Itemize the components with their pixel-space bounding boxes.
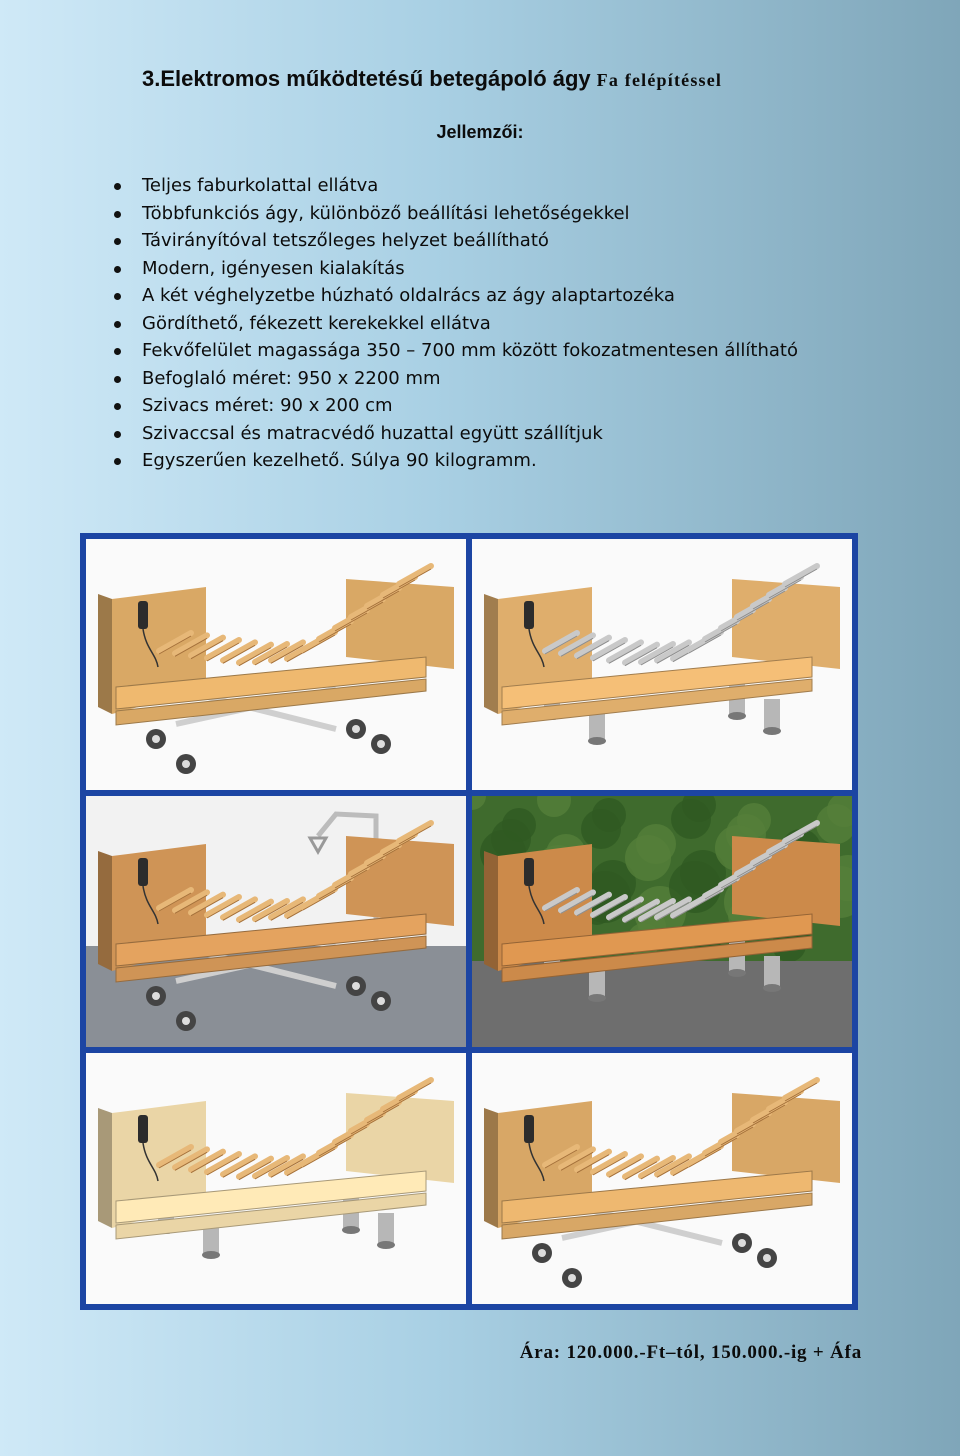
feature-item: A két véghelyzetbe húzható oldalrács az ágy alaptartozéka — [108, 282, 868, 310]
caster-hub — [352, 982, 360, 990]
title-main: 3.Elektromos működtetésű betegápoló ágy — [142, 66, 591, 91]
caster-hub — [152, 735, 160, 743]
remote-control — [524, 1115, 534, 1143]
feature-item: Többfunkciós ágy, különböző beállítási lehetőségekkel — [108, 200, 868, 228]
feature-item: Távirányítóval tetszőleges helyzet beállítható — [108, 227, 868, 255]
bed-photo-2 — [472, 539, 852, 790]
foot-panel — [346, 579, 454, 669]
foot-panel — [732, 1093, 840, 1183]
feature-item: Szivacs méret: 90 x 200 cm — [108, 392, 868, 420]
leg-foot — [588, 737, 606, 745]
bed-photo-5 — [86, 1053, 466, 1304]
leg-foot — [728, 712, 746, 720]
foot-panel — [346, 1093, 454, 1183]
feature-item: Befoglaló méret: 950 x 2200 mm — [108, 365, 868, 393]
remote-control — [138, 858, 148, 886]
foot-panel — [346, 836, 454, 926]
foliage-patch — [671, 799, 711, 839]
foot-panel — [732, 579, 840, 669]
caster-hub — [182, 1017, 190, 1025]
head-panel — [484, 594, 498, 714]
leg-foot — [763, 727, 781, 735]
page-title — [142, 66, 722, 92]
title-sub: Fa felépítéssel — [596, 70, 723, 90]
feature-item: Teljes faburkolattal ellátva — [108, 172, 868, 200]
leg-foot — [763, 984, 781, 992]
remote-control — [524, 858, 534, 886]
head-panel — [98, 851, 112, 971]
caster-hub — [568, 1274, 576, 1282]
price-text: Ára: 120.000.-Ft–tól, 150.000.-ig + Áfa — [519, 1342, 862, 1363]
leg-foot — [377, 1241, 395, 1249]
foliage-patch — [625, 835, 671, 881]
caster-hub — [182, 760, 190, 768]
bed-leg — [378, 1213, 394, 1245]
foot-panel — [732, 836, 840, 926]
caster-hub — [352, 725, 360, 733]
caster-hub — [152, 992, 160, 1000]
feature-list — [108, 172, 868, 475]
bed-photo-1 — [86, 539, 466, 790]
head-panel — [98, 594, 112, 714]
head-panel — [98, 1108, 112, 1228]
head-panel — [484, 851, 498, 971]
feature-item: Gördíthető, fékezett kerekekkel ellátva — [108, 310, 868, 338]
caster-hub — [377, 997, 385, 1005]
head-panel — [484, 1108, 498, 1228]
leg-foot — [342, 1226, 360, 1234]
bed-leg — [764, 699, 780, 731]
features-heading: Jellemzői: — [436, 122, 524, 142]
caster-hub — [738, 1239, 746, 1247]
feature-item: Szivaccsal és matracvédő huzattal együtt szállítjuk — [108, 420, 868, 448]
feature-item: Modern, igényesen kialakítás — [108, 255, 868, 283]
caster-hub — [763, 1254, 771, 1262]
photo-gallery — [80, 533, 858, 1310]
remote-control — [524, 601, 534, 629]
leg-foot — [728, 969, 746, 977]
bed-photo-6 — [472, 1053, 852, 1304]
feature-item: Egyszerűen kezelhető. Súlya 90 kilogramm. — [108, 447, 868, 475]
feature-item: Fekvőfelület magassága 350 – 700 mm között fokozatmentesen állítható — [108, 337, 868, 365]
caster-hub — [538, 1249, 546, 1257]
leg-foot — [202, 1251, 220, 1259]
caster-hub — [377, 740, 385, 748]
remote-control — [138, 601, 148, 629]
bed-photo-3 — [86, 796, 466, 1047]
remote-control — [138, 1115, 148, 1143]
foliage-patch — [581, 809, 621, 849]
bed-photo-4 — [472, 796, 852, 1047]
bed-leg — [764, 956, 780, 988]
leg-foot — [588, 994, 606, 1002]
